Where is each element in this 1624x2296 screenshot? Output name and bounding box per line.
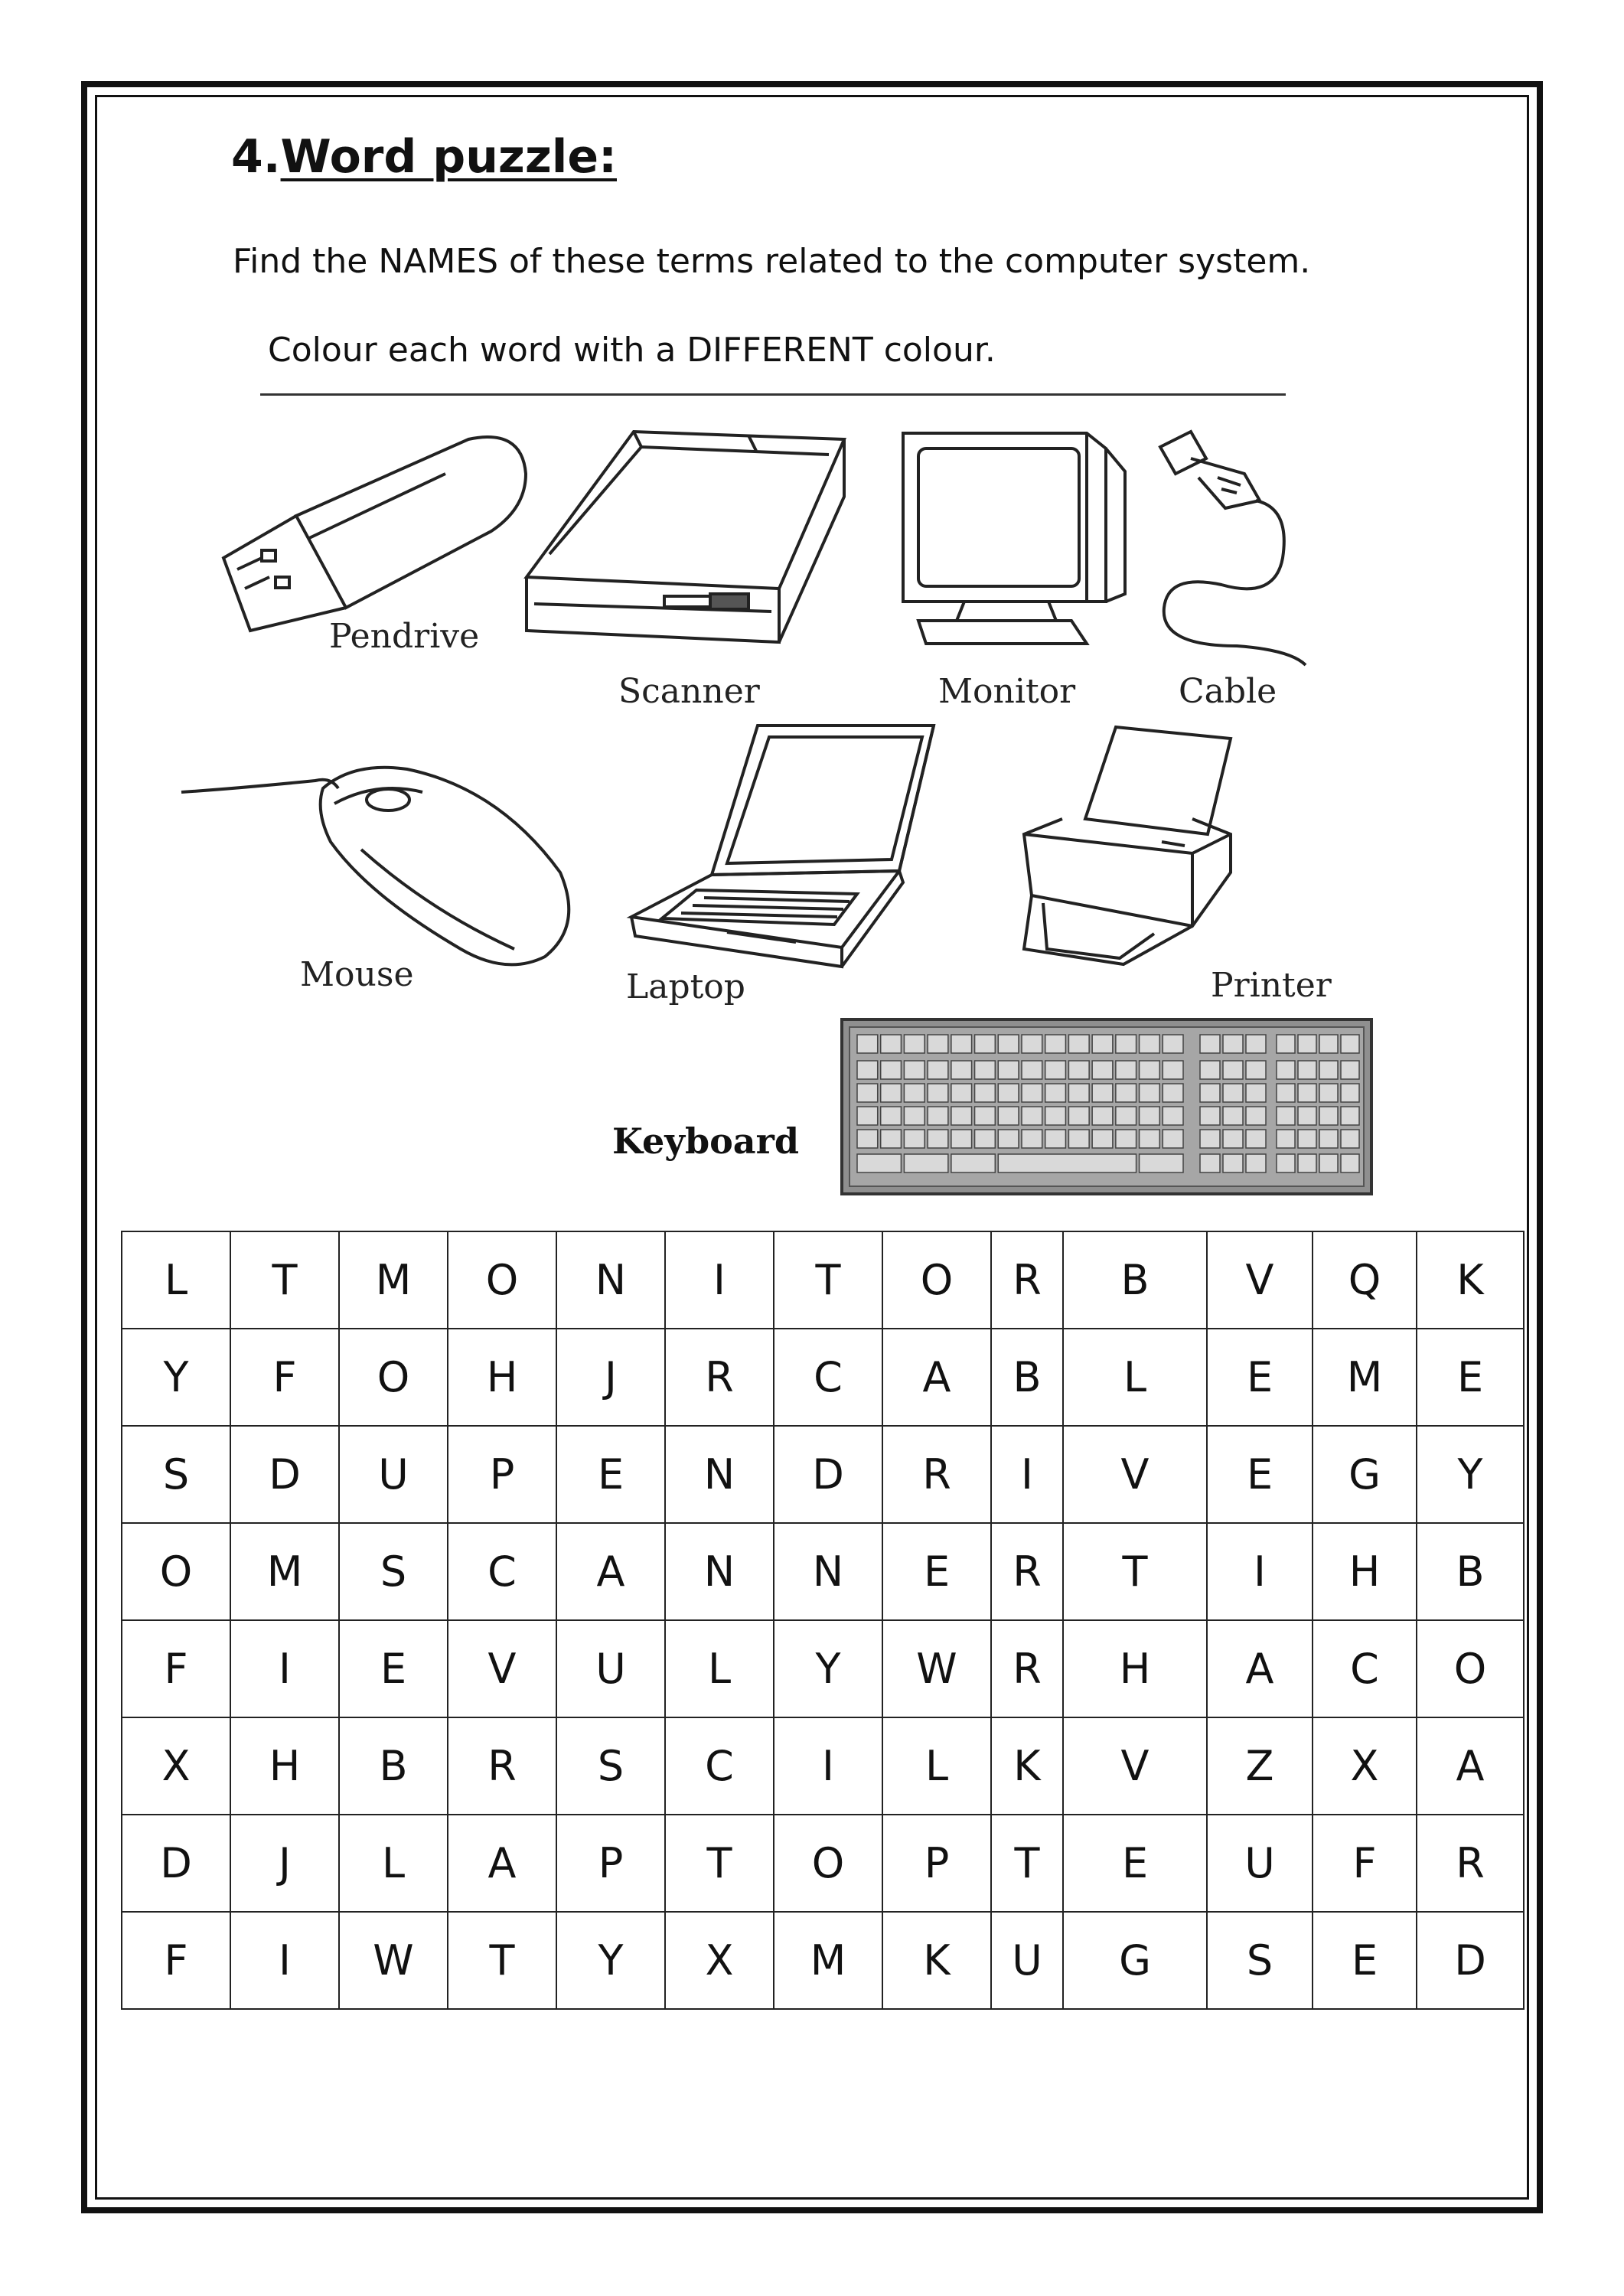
laptop-label: Laptop <box>626 967 745 1006</box>
keyboard-key <box>1092 1130 1113 1148</box>
grid-letter-cell[interactable]: J <box>230 1815 339 1912</box>
grid-letter-cell[interactable]: L <box>339 1815 448 1912</box>
keyboard-key <box>881 1130 902 1148</box>
grid-letter-cell[interactable]: L <box>1063 1329 1207 1426</box>
keyboard-key <box>1341 1154 1359 1172</box>
keyboard-key <box>857 1154 901 1172</box>
keyboard-key <box>1140 1130 1160 1148</box>
keyboard-key <box>998 1154 1136 1172</box>
grid-letter-cell[interactable]: Q <box>1313 1231 1417 1329</box>
monitor-icon <box>895 426 1140 655</box>
keyboard-key <box>1319 1084 1338 1102</box>
grid-letter-cell[interactable]: F <box>122 1620 230 1717</box>
keyboard-key <box>1163 1130 1183 1148</box>
keyboard-key <box>1319 1130 1338 1148</box>
keyboard-key <box>951 1084 972 1102</box>
mouse-label: Mouse <box>300 955 414 994</box>
keyboard-key <box>1068 1107 1089 1125</box>
grid-letter-cell[interactable]: U <box>991 1912 1063 2009</box>
instruction-find-names: Find the NAMES of these terms related to the computer system. <box>233 242 1311 281</box>
grid-letter-cell[interactable]: G <box>1063 1912 1207 2009</box>
keyboard-key <box>904 1061 925 1079</box>
keyboard-key <box>1163 1035 1183 1053</box>
monitor-illustration <box>895 426 1140 655</box>
grid-letter-cell[interactable]: X <box>122 1717 230 1815</box>
keyboard-key <box>1068 1035 1089 1053</box>
grid-letter-cell[interactable]: R <box>991 1231 1063 1329</box>
grid-row <box>122 1523 1524 1620</box>
grid-letter-cell[interactable]: O <box>339 1329 448 1426</box>
grid-letter-cell[interactable]: I <box>665 1231 774 1329</box>
grid-letter-cell[interactable]: I <box>991 1426 1063 1523</box>
grid-letter-cell[interactable]: F <box>1313 1815 1417 1912</box>
grid-letter-cell[interactable]: H <box>448 1329 556 1426</box>
grid-letter-cell[interactable]: B <box>991 1329 1063 1426</box>
keyboard-key <box>928 1061 948 1079</box>
grid-row <box>122 1426 1524 1523</box>
grid-letter-cell[interactable]: A <box>556 1523 665 1620</box>
keyboard-key <box>1341 1107 1359 1125</box>
exercise-heading <box>231 130 617 184</box>
grid-letter-cell[interactable]: D <box>230 1426 339 1523</box>
grid-letter-cell[interactable]: C <box>665 1717 774 1815</box>
keyboard-key <box>928 1107 948 1125</box>
keyboard-key <box>1200 1035 1220 1053</box>
keyboard-key <box>998 1035 1019 1053</box>
keyboard-key <box>1277 1154 1295 1172</box>
keyboard-key <box>904 1035 925 1053</box>
keyboard-key <box>857 1130 878 1148</box>
grid-letter-cell[interactable]: S <box>1207 1912 1313 2009</box>
keyboard-key <box>1298 1107 1316 1125</box>
keyboard-key <box>1022 1107 1042 1125</box>
keyboard-key <box>1200 1061 1220 1079</box>
grid-letter-cell[interactable]: W <box>882 1620 991 1717</box>
keyboard-key <box>1223 1084 1243 1102</box>
grid-letter-cell[interactable]: D <box>774 1426 882 1523</box>
grid-letter-cell[interactable]: I <box>230 1912 339 2009</box>
keyboard-key <box>1022 1035 1042 1053</box>
keyboard-key <box>975 1035 996 1053</box>
keyboard-illustration <box>840 1018 1373 1195</box>
keyboard-key <box>998 1084 1019 1102</box>
cable-illustration <box>1153 424 1321 677</box>
grid-letter-cell[interactable]: A <box>882 1329 991 1426</box>
laptop-illustration <box>628 718 949 970</box>
grid-letter-cell[interactable]: K <box>882 1912 991 2009</box>
grid-letter-cell[interactable]: K <box>991 1717 1063 1815</box>
keyboard-key <box>1341 1084 1359 1102</box>
keyboard-key <box>1246 1061 1266 1079</box>
cable-icon <box>1153 424 1321 677</box>
keyboard-key <box>1298 1061 1316 1079</box>
keyboard-key <box>1140 1154 1183 1172</box>
grid-letter-cell[interactable]: O <box>882 1231 991 1329</box>
keyboard-key <box>1319 1107 1338 1125</box>
mouse-icon <box>178 758 591 980</box>
cable-label: Cable <box>1179 672 1277 711</box>
monitor-label: Monitor <box>938 672 1076 711</box>
keyboard-key <box>1200 1084 1220 1102</box>
grid-letter-cell[interactable]: R <box>991 1620 1063 1717</box>
grid-letter-cell[interactable]: K <box>1417 1231 1524 1329</box>
keyboard-key <box>1163 1107 1183 1125</box>
keyboard-key <box>928 1035 948 1053</box>
grid-letter-cell[interactable]: A <box>1417 1717 1524 1815</box>
keyboard-key <box>1045 1130 1066 1148</box>
printer-label: Printer <box>1211 966 1332 1005</box>
keyboard-key <box>1277 1084 1295 1102</box>
grid-row <box>122 1717 1524 1815</box>
grid-letter-cell[interactable]: Y <box>122 1329 230 1426</box>
keyboard-key <box>1022 1084 1042 1102</box>
keyboard-key <box>1163 1084 1183 1102</box>
keyboard-label: Keyboard <box>612 1120 800 1162</box>
keyboard-key <box>1298 1035 1316 1053</box>
keyboard-key <box>1092 1061 1113 1079</box>
grid-letter-cell[interactable]: E <box>1313 1912 1417 2009</box>
grid-letter-cell[interactable]: M <box>774 1912 882 2009</box>
grid-row <box>122 1912 1524 2009</box>
keyboard-key <box>951 1035 972 1053</box>
keyboard-key <box>951 1154 995 1172</box>
grid-letter-cell[interactable]: N <box>665 1523 774 1620</box>
keyboard-key <box>1246 1107 1266 1125</box>
grid-letter-cell[interactable]: O <box>122 1523 230 1620</box>
keyboard-key <box>904 1130 925 1148</box>
grid-letter-cell[interactable]: F <box>122 1912 230 2009</box>
keyboard-key <box>951 1130 972 1148</box>
scanner-label: Scanner <box>618 672 760 711</box>
grid-letter-cell[interactable]: Y <box>556 1912 665 2009</box>
keyboard-key <box>881 1035 902 1053</box>
keyboard-key <box>1140 1035 1160 1053</box>
grid-letter-cell[interactable]: V <box>1063 1426 1207 1523</box>
scanner-icon <box>519 424 856 677</box>
exercise-title: Word puzzle: <box>280 130 617 184</box>
grid-letter-cell[interactable]: R <box>882 1426 991 1523</box>
keyboard-key <box>975 1107 996 1125</box>
grid-letter-cell[interactable]: H <box>1313 1523 1417 1620</box>
keyboard-key <box>1246 1130 1266 1148</box>
grid-letter-cell[interactable]: N <box>774 1523 882 1620</box>
grid-letter-cell[interactable]: P <box>448 1426 556 1523</box>
grid-letter-cell[interactable]: E <box>1063 1815 1207 1912</box>
grid-letter-cell[interactable]: B <box>1417 1523 1524 1620</box>
keyboard-key <box>1319 1035 1338 1053</box>
keyboard-key <box>1341 1061 1359 1079</box>
keyboard-key <box>1246 1084 1266 1102</box>
grid-letter-cell[interactable]: D <box>122 1815 230 1912</box>
keyboard-key <box>975 1084 996 1102</box>
grid-letter-cell[interactable]: P <box>556 1815 665 1912</box>
grid-letter-cell[interactable]: A <box>1207 1620 1313 1717</box>
grid-row <box>122 1815 1524 1912</box>
grid-letter-cell[interactable]: O <box>448 1231 556 1329</box>
word-search-grid <box>121 1231 1525 2010</box>
grid-letter-cell[interactable]: X <box>665 1912 774 2009</box>
grid-letter-cell[interactable]: C <box>774 1329 882 1426</box>
grid-row <box>122 1231 1524 1329</box>
keyboard-key <box>1045 1061 1066 1079</box>
keyboard-key <box>1092 1107 1113 1125</box>
keyboard-key <box>881 1084 902 1102</box>
keyboard-key <box>857 1035 878 1053</box>
keyboard-key <box>1223 1107 1243 1125</box>
keyboard-key <box>1022 1130 1042 1148</box>
keyboard-key <box>1246 1154 1266 1172</box>
keyboard-key <box>928 1084 948 1102</box>
grid-letter-cell[interactable]: U <box>1207 1815 1313 1912</box>
keyboard-icon <box>840 1018 1373 1195</box>
grid-letter-cell[interactable]: J <box>556 1329 665 1426</box>
grid-letter-cell[interactable]: I <box>1207 1523 1313 1620</box>
keyboard-key <box>1092 1084 1113 1102</box>
grid-letter-cell[interactable]: E <box>1207 1329 1313 1426</box>
divider-line <box>260 393 1286 396</box>
grid-letter-cell[interactable]: Y <box>1417 1426 1524 1523</box>
grid-letter-cell[interactable]: H <box>230 1717 339 1815</box>
keyboard-key <box>998 1130 1019 1148</box>
grid-letter-cell[interactable]: M <box>230 1523 339 1620</box>
grid-letter-cell[interactable]: E <box>556 1426 665 1523</box>
grid-letter-cell[interactable]: T <box>665 1815 774 1912</box>
grid-letter-cell[interactable]: R <box>1417 1815 1524 1912</box>
grid-letter-cell[interactable]: A <box>448 1815 556 1912</box>
grid-letter-cell[interactable]: G <box>1313 1426 1417 1523</box>
keyboard-key <box>1341 1035 1359 1053</box>
keyboard-key <box>1068 1130 1089 1148</box>
keyboard-key <box>1092 1035 1113 1053</box>
keyboard-key <box>1116 1035 1136 1053</box>
grid-letter-cell[interactable]: T <box>774 1231 882 1329</box>
keyboard-key <box>1045 1084 1066 1102</box>
keyboard-key <box>1277 1107 1295 1125</box>
keyboard-key <box>1298 1084 1316 1102</box>
keyboard-key <box>975 1130 996 1148</box>
grid-letter-cell[interactable]: Z <box>1207 1717 1313 1815</box>
keyboard-key <box>1277 1130 1295 1148</box>
grid-letter-cell[interactable]: U <box>339 1426 448 1523</box>
grid-letter-cell[interactable]: N <box>556 1231 665 1329</box>
keyboard-key <box>1200 1154 1220 1172</box>
keyboard-key <box>998 1061 1019 1079</box>
grid-letter-cell[interactable]: F <box>230 1329 339 1426</box>
keyboard-key <box>904 1107 925 1125</box>
mouse-illustration <box>178 758 591 980</box>
grid-letter-cell[interactable]: Y <box>774 1620 882 1717</box>
pendrive-label: Pendrive <box>329 617 480 656</box>
keyboard-key <box>857 1107 878 1125</box>
keyboard-key <box>1223 1061 1243 1079</box>
grid-row <box>122 1329 1524 1426</box>
keyboard-key <box>1140 1061 1160 1079</box>
keyboard-key <box>1200 1107 1220 1125</box>
keyboard-key <box>881 1107 902 1125</box>
keyboard-key <box>857 1084 878 1102</box>
printer-illustration <box>1001 719 1246 980</box>
grid-letter-cell[interactable]: S <box>556 1717 665 1815</box>
keyboard-key <box>975 1061 996 1079</box>
grid-letter-cell[interactable]: I <box>774 1717 882 1815</box>
grid-letter-cell[interactable]: E <box>339 1620 448 1717</box>
keyboard-key <box>1068 1084 1089 1102</box>
keyboard-key <box>1223 1154 1243 1172</box>
grid-letter-cell[interactable]: L <box>665 1620 774 1717</box>
grid-letter-cell[interactable]: B <box>1063 1231 1207 1329</box>
keyboard-key <box>1319 1154 1338 1172</box>
grid-letter-cell[interactable]: T <box>230 1231 339 1329</box>
keyboard-key <box>1163 1061 1183 1079</box>
keyboard-key <box>1140 1084 1160 1102</box>
keyboard-key <box>1022 1061 1042 1079</box>
grid-letter-cell[interactable]: L <box>882 1717 991 1815</box>
grid-letter-cell[interactable]: M <box>1313 1329 1417 1426</box>
grid-letter-cell[interactable]: E <box>882 1523 991 1620</box>
grid-letter-cell[interactable]: W <box>339 1912 448 2009</box>
keyboard-key <box>1223 1130 1243 1148</box>
keyboard-key <box>1298 1130 1316 1148</box>
scanner-illustration <box>519 424 856 677</box>
grid-letter-cell[interactable]: C <box>448 1523 556 1620</box>
keyboard-key <box>1068 1061 1089 1079</box>
keyboard-key <box>1045 1107 1066 1125</box>
exercise-number: 4. <box>231 130 281 184</box>
grid-letter-cell[interactable]: R <box>448 1717 556 1815</box>
keyboard-key <box>904 1154 947 1172</box>
grid-letter-cell[interactable]: V <box>1207 1231 1313 1329</box>
grid-letter-cell[interactable]: S <box>339 1523 448 1620</box>
grid-letter-cell[interactable]: X <box>1313 1717 1417 1815</box>
keyboard-key <box>1277 1061 1295 1079</box>
keyboard-key <box>881 1061 902 1079</box>
grid-letter-cell[interactable]: N <box>665 1426 774 1523</box>
grid-letter-cell[interactable]: U <box>556 1620 665 1717</box>
grid-letter-cell[interactable]: D <box>1417 1912 1524 2009</box>
grid-letter-cell[interactable]: T <box>1063 1523 1207 1620</box>
keyboard-key <box>951 1107 972 1125</box>
keyboard-key <box>1246 1035 1266 1053</box>
grid-letter-cell[interactable]: H <box>1063 1620 1207 1717</box>
grid-letter-cell[interactable]: P <box>882 1815 991 1912</box>
grid-letter-cell[interactable]: T <box>991 1815 1063 1912</box>
keyboard-key <box>1045 1035 1066 1053</box>
keyboard-key <box>998 1107 1019 1125</box>
keyboard-key <box>1116 1061 1136 1079</box>
grid-letter-cell[interactable]: M <box>339 1231 448 1329</box>
grid-letter-cell[interactable]: C <box>1313 1620 1417 1717</box>
grid-letter-cell[interactable]: R <box>991 1523 1063 1620</box>
keyboard-key <box>1319 1061 1338 1079</box>
keyboard-key <box>1298 1154 1316 1172</box>
keyboard-key <box>904 1084 925 1102</box>
grid-letter-cell[interactable]: E <box>1417 1329 1524 1426</box>
grid-letter-cell[interactable]: O <box>1417 1620 1524 1717</box>
grid-row <box>122 1620 1524 1717</box>
keyboard-key <box>1341 1130 1359 1148</box>
grid-letter-cell[interactable]: E <box>1207 1426 1313 1523</box>
printer-icon <box>1001 719 1246 980</box>
keyboard-key <box>1223 1035 1243 1053</box>
instruction-colour-words: Colour each word with a DIFFERENT colour. <box>268 331 996 370</box>
laptop-icon <box>628 718 949 970</box>
keyboard-key <box>1200 1130 1220 1148</box>
grid-letter-cell[interactable]: O <box>774 1815 882 1912</box>
grid-letter-cell[interactable]: T <box>448 1912 556 2009</box>
grid-letter-cell[interactable]: R <box>665 1329 774 1426</box>
keyboard-key <box>1277 1035 1295 1053</box>
keyboard-key <box>1140 1107 1160 1125</box>
keyboard-key <box>1116 1107 1136 1125</box>
keyboard-key <box>1116 1084 1136 1102</box>
grid-letter-cell[interactable]: V <box>448 1620 556 1717</box>
grid-letter-cell[interactable]: L <box>122 1231 230 1329</box>
grid-letter-cell[interactable]: V <box>1063 1717 1207 1815</box>
grid-letter-cell[interactable]: S <box>122 1426 230 1523</box>
grid-letter-cell[interactable]: I <box>230 1620 339 1717</box>
keyboard-key <box>1116 1130 1136 1148</box>
keyboard-key <box>857 1061 878 1079</box>
keyboard-key <box>951 1061 972 1079</box>
keyboard-key <box>928 1130 948 1148</box>
grid-letter-cell[interactable]: B <box>339 1717 448 1815</box>
